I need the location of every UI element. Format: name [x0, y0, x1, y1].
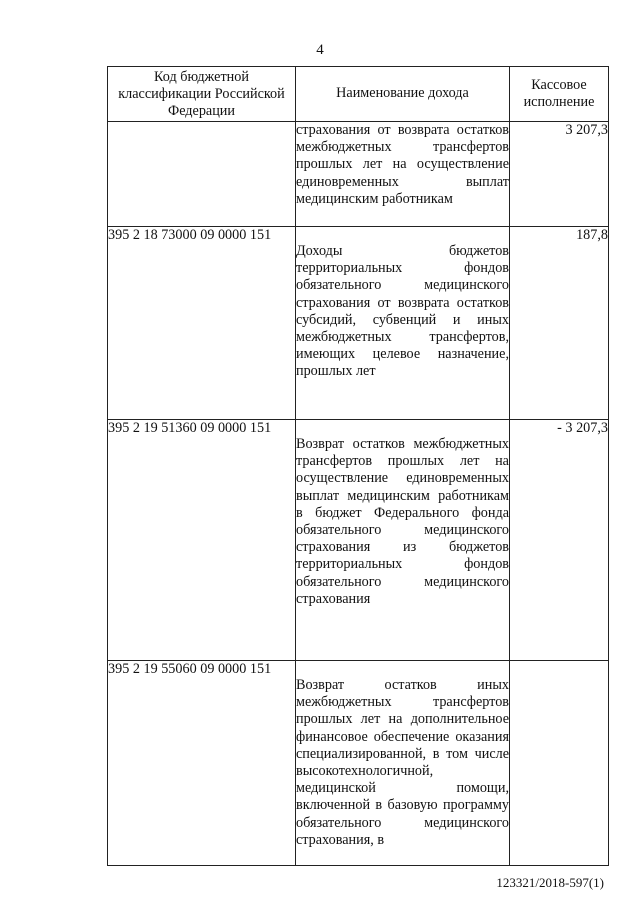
row-name — [296, 661, 510, 866]
budget-income-table — [107, 66, 609, 866]
row-name-text: страхования от возврата остатков межбюджетных трансфертов прошлых лет на осуществление единовременных выплат медицинским работникам — [296, 122, 509, 207]
row-name-text: Возврат остатков межбюджетных трансфертов прошлых лет на осуществление единовременных выплат медицинским работникам в бюджет Федерального фонда обязательного медицинского страхования из бюджетов территориальных фондов обязательного медицинского страхования — [296, 436, 509, 607]
table-row — [108, 661, 609, 866]
header-amount: Кассовое исполнение — [510, 67, 609, 122]
table-row — [108, 420, 609, 661]
row-name — [296, 227, 510, 420]
table-header-row — [108, 67, 609, 122]
document-id: 123321/2018-597(1) — [496, 875, 604, 890]
page-number: 4 — [316, 42, 324, 58]
row-code: 395 2 19 55060 09 0000 151 — [108, 661, 296, 866]
header-code: Код бюджетной классификации Российской Федерации — [108, 67, 296, 122]
row-amount — [510, 661, 609, 866]
header-name: Наименование дохода — [296, 67, 510, 122]
row-name — [296, 420, 510, 661]
row-name-text: Возврат остатков иных межбюджетных трансфертов прошлых лет на дополнительное финансовое обеспечение оказания специализированной, в том числе высокотехнологичной, медицинской помощи, включенной в базовую программу обязательного медицинского страхования, в — [296, 677, 509, 848]
row-amount: 187,8 — [510, 227, 609, 420]
row-code — [108, 122, 296, 227]
row-name — [296, 122, 510, 227]
row-name-text: Доходы бюджетов территориальных фондов обязательного медицинского страхования от возврата остатков субсидий, субвенций и иных межбюджетных трансфертов, имеющих целевое назначение, прошлых лет — [296, 243, 509, 380]
row-amount: 3 207,3 — [510, 122, 609, 227]
table-row — [108, 227, 609, 420]
row-amount: - 3 207,3 — [510, 420, 609, 661]
row-code: 395 2 18 73000 09 0000 151 — [108, 227, 296, 420]
row-code: 395 2 19 51360 09 0000 151 — [108, 420, 296, 661]
table-row — [108, 122, 609, 227]
